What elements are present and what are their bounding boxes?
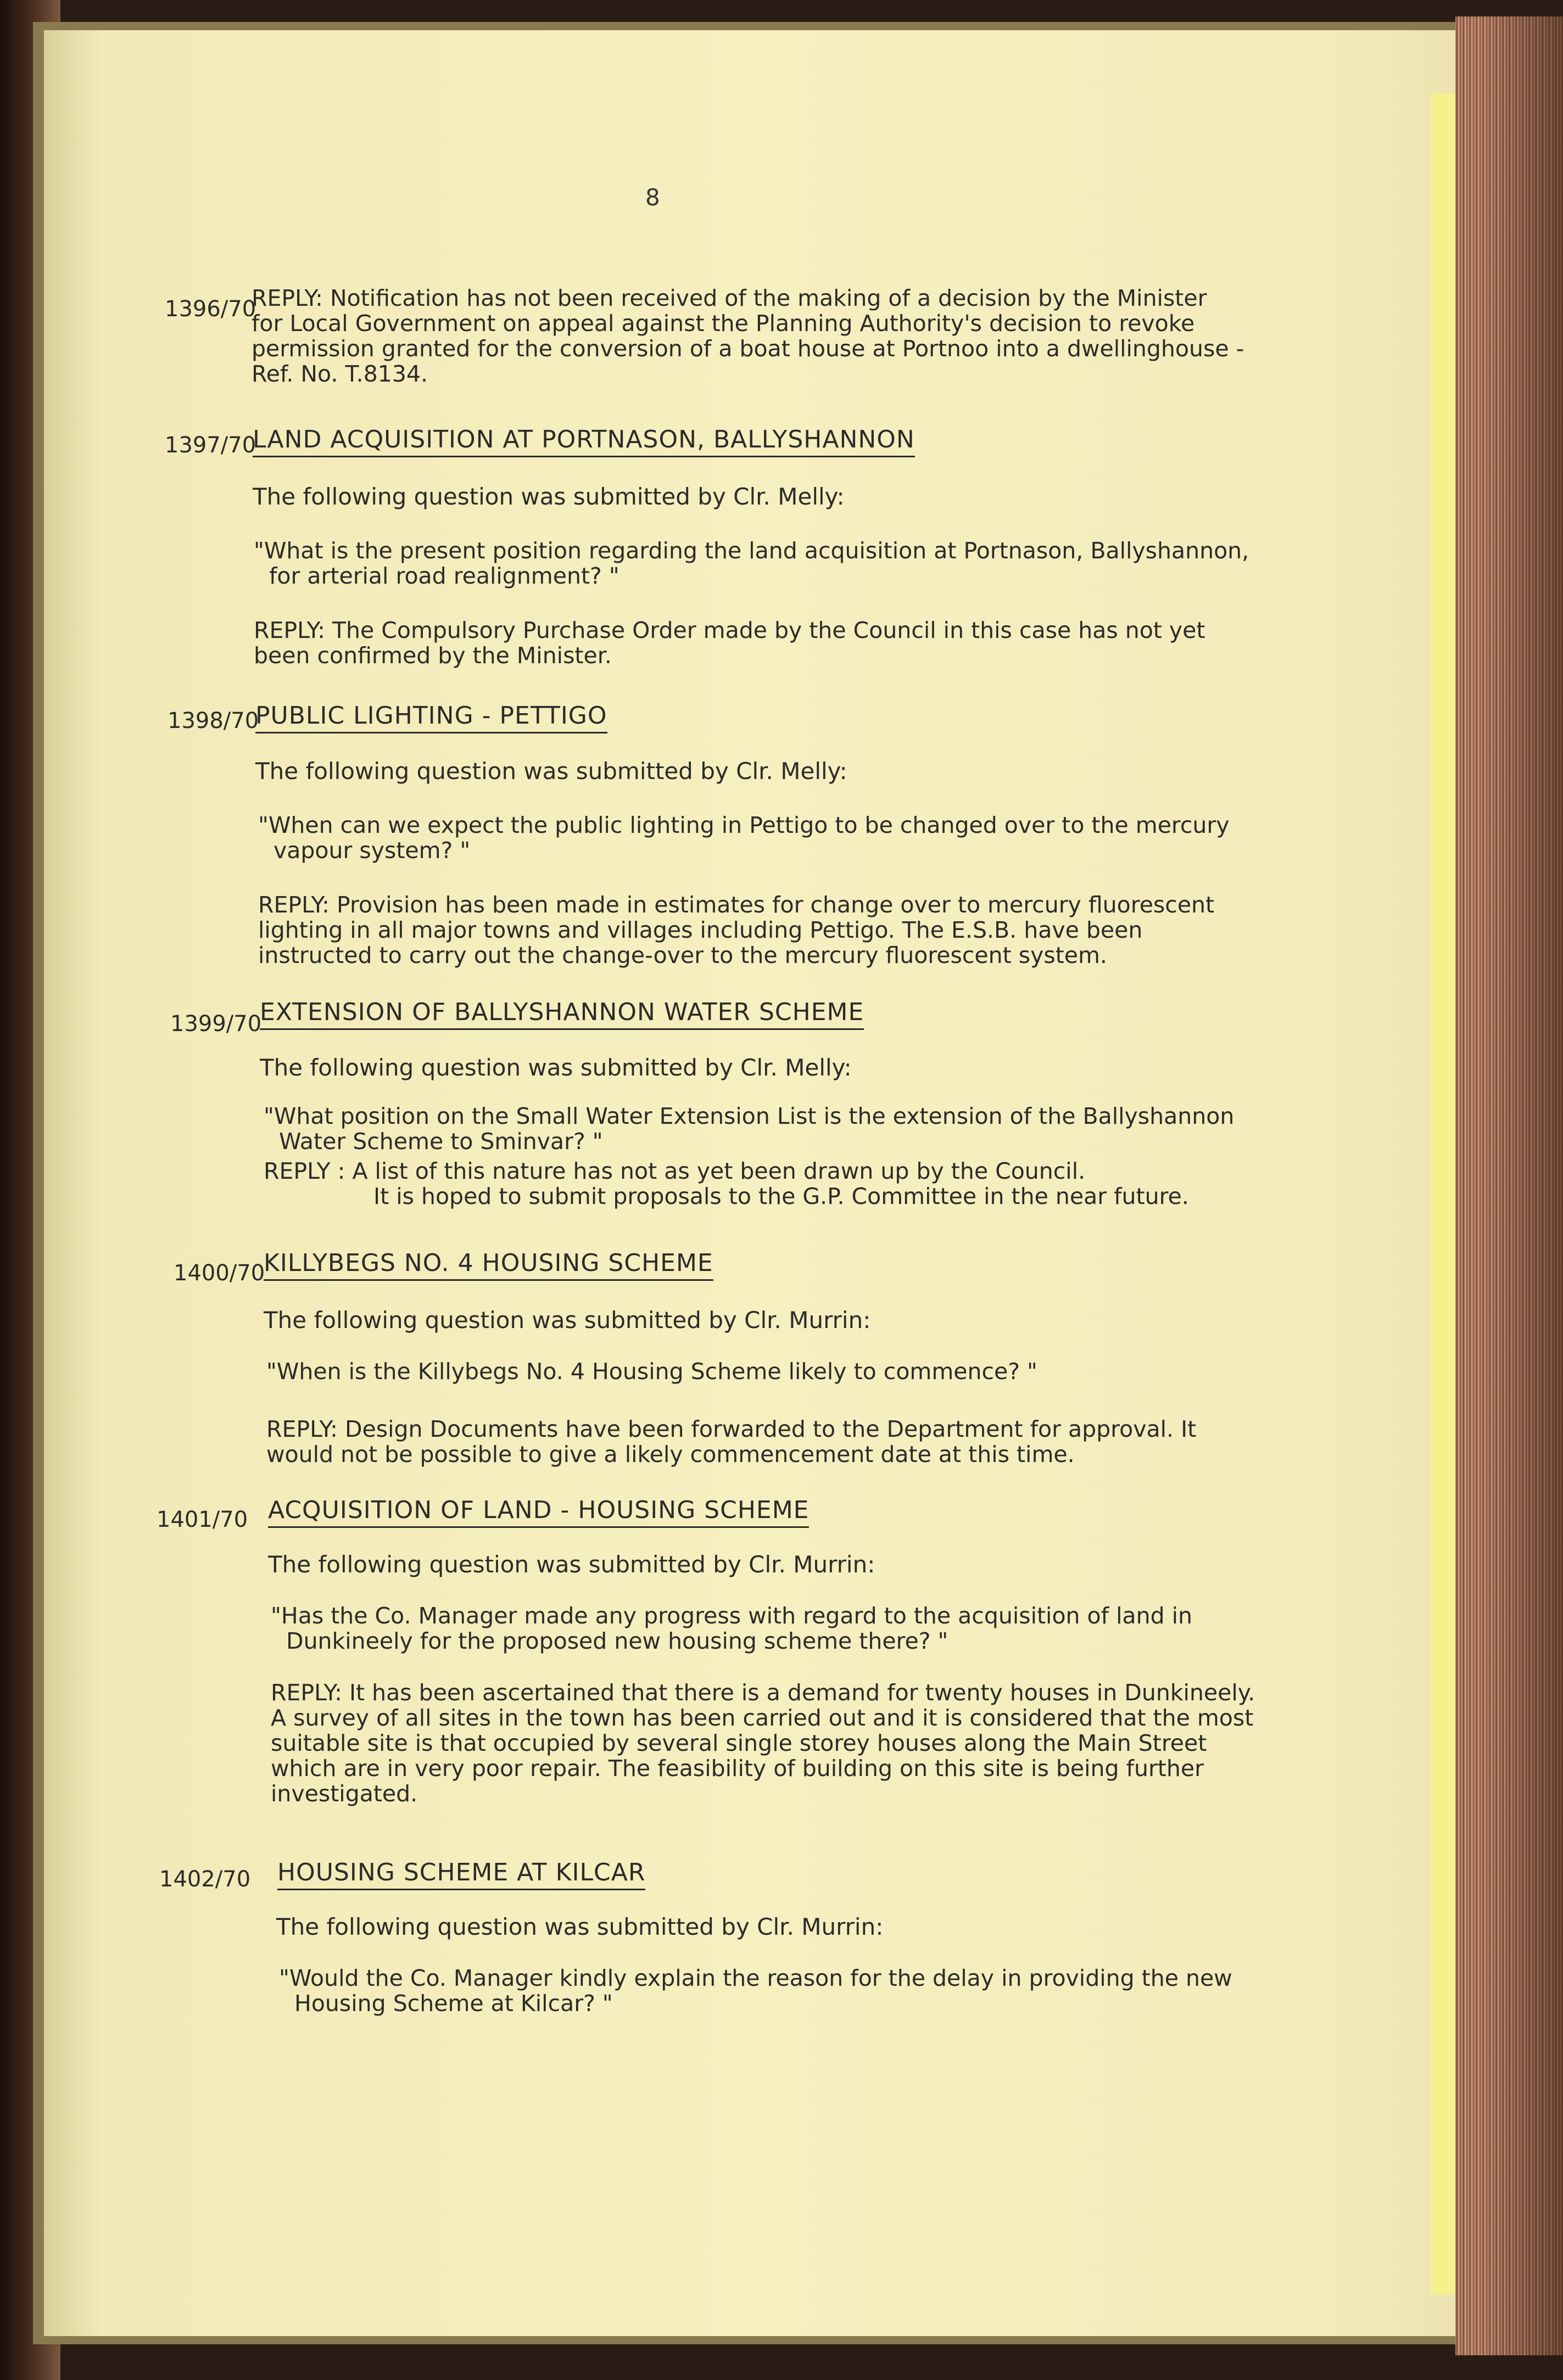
reply-text: REPLY: It has been ascertained that there is a demand for twenty houses in Dunkineely. A survey of all sites in the town has been carried out and it is considered that the most suitable site is that occupied by several single storey houses along the Main Street which are in very poor repair. The feasibility of building on this site is being further investigated. [271,1679,1255,1807]
minute-number: 1399/70 [170,1011,262,1037]
section-heading: EXTENSION OF BALLYSHANNON WATER SCHEME [260,998,864,1030]
question-intro: The following question was submitted by Clr. Melly: [255,758,847,785]
section-heading: LAND ACQUISITION AT PORTNASON, BALLYSHANNON [253,425,915,457]
question-intro: The following question was submitted by Clr. Melly: [253,483,845,510]
minute-number: 1397/70 [165,433,256,458]
reply-text: REPLY : A list of this nature has not as yet been drawn up by the Council. It is hoped to submit proposals to the G.P. Committee in the near future. [264,1158,1189,1209]
question-text: "When is the Killybegs No. 4 Housing Scheme likely to commence? " [266,1358,1037,1385]
question-intro: The following question was submitted by Clr. Murrin: [276,1913,884,1940]
question-intro: The following question was submitted by Clr. Melly: [260,1054,852,1081]
minute-number: 1401/70 [157,1507,248,1532]
reply-text: REPLY: Provision has been made in estimates for change over to mercury fluorescent lighting in all major towns and villages including Pettigo. The E.S.B. have been instructed to carry out the change-over to the mercury fluorescent system. [258,892,1215,968]
question-text: "What position on the Small Water Extension List is the extension of the Ballyshannon Water Scheme to Sminvar? " [264,1103,1235,1155]
question-intro: The following question was submitted by Clr. Murrin: [264,1307,871,1334]
reply-text: REPLY: Design Documents have been forwarded to the Department for approval. It would not be possible to give a likely commencement date at this time. [266,1416,1197,1468]
reply-text: REPLY: The Compulsory Purchase Order made by the Council in this case has not yet been confirmed by the Minister. [254,617,1205,669]
section-heading: PUBLIC LIGHTING - PETTIGO [255,702,607,733]
question-text: "Has the Co. Manager made any progress with regard to the acquisition of land in Dunkineely for the proposed new housing scheme there? " [271,1603,1193,1654]
section-heading: HOUSING SCHEME AT KILCAR [277,1858,645,1890]
page-number: 8 [645,184,660,211]
minute-number: 1402/70 [159,1867,251,1892]
question-text: "What is the present position regarding the land acquisition at Portnason, Ballyshannon, for arterial road realignment? " [254,537,1249,589]
question-text: "When can we expect the public lighting in Pettigo to be changed over to the mercury vapour system? " [258,812,1230,864]
minute-number: 1398/70 [168,708,259,733]
reply-text: REPLY: Notification has not been received of the making of a decision by the Minister for Local Government on appeal against the Planning Authority's decision to revoke permission granted for the conversion of a boat house at Portnoo into a dwellinghouse - Ref. No. T.8134. [252,285,1244,387]
minute-number: 1396/70 [165,296,256,322]
minute-number: 1400/70 [174,1261,265,1286]
question-text: "Would the Co. Manager kindly explain the reason for the delay in providing the new Housing Scheme at Kilcar? " [279,1965,1232,2017]
section-heading: KILLYBEGS NO. 4 HOUSING SCHEME [264,1249,713,1281]
section-heading: ACQUISITION OF LAND - HOUSING SCHEME [268,1496,809,1528]
question-intro: The following question was submitted by Clr. Murrin: [268,1551,875,1578]
